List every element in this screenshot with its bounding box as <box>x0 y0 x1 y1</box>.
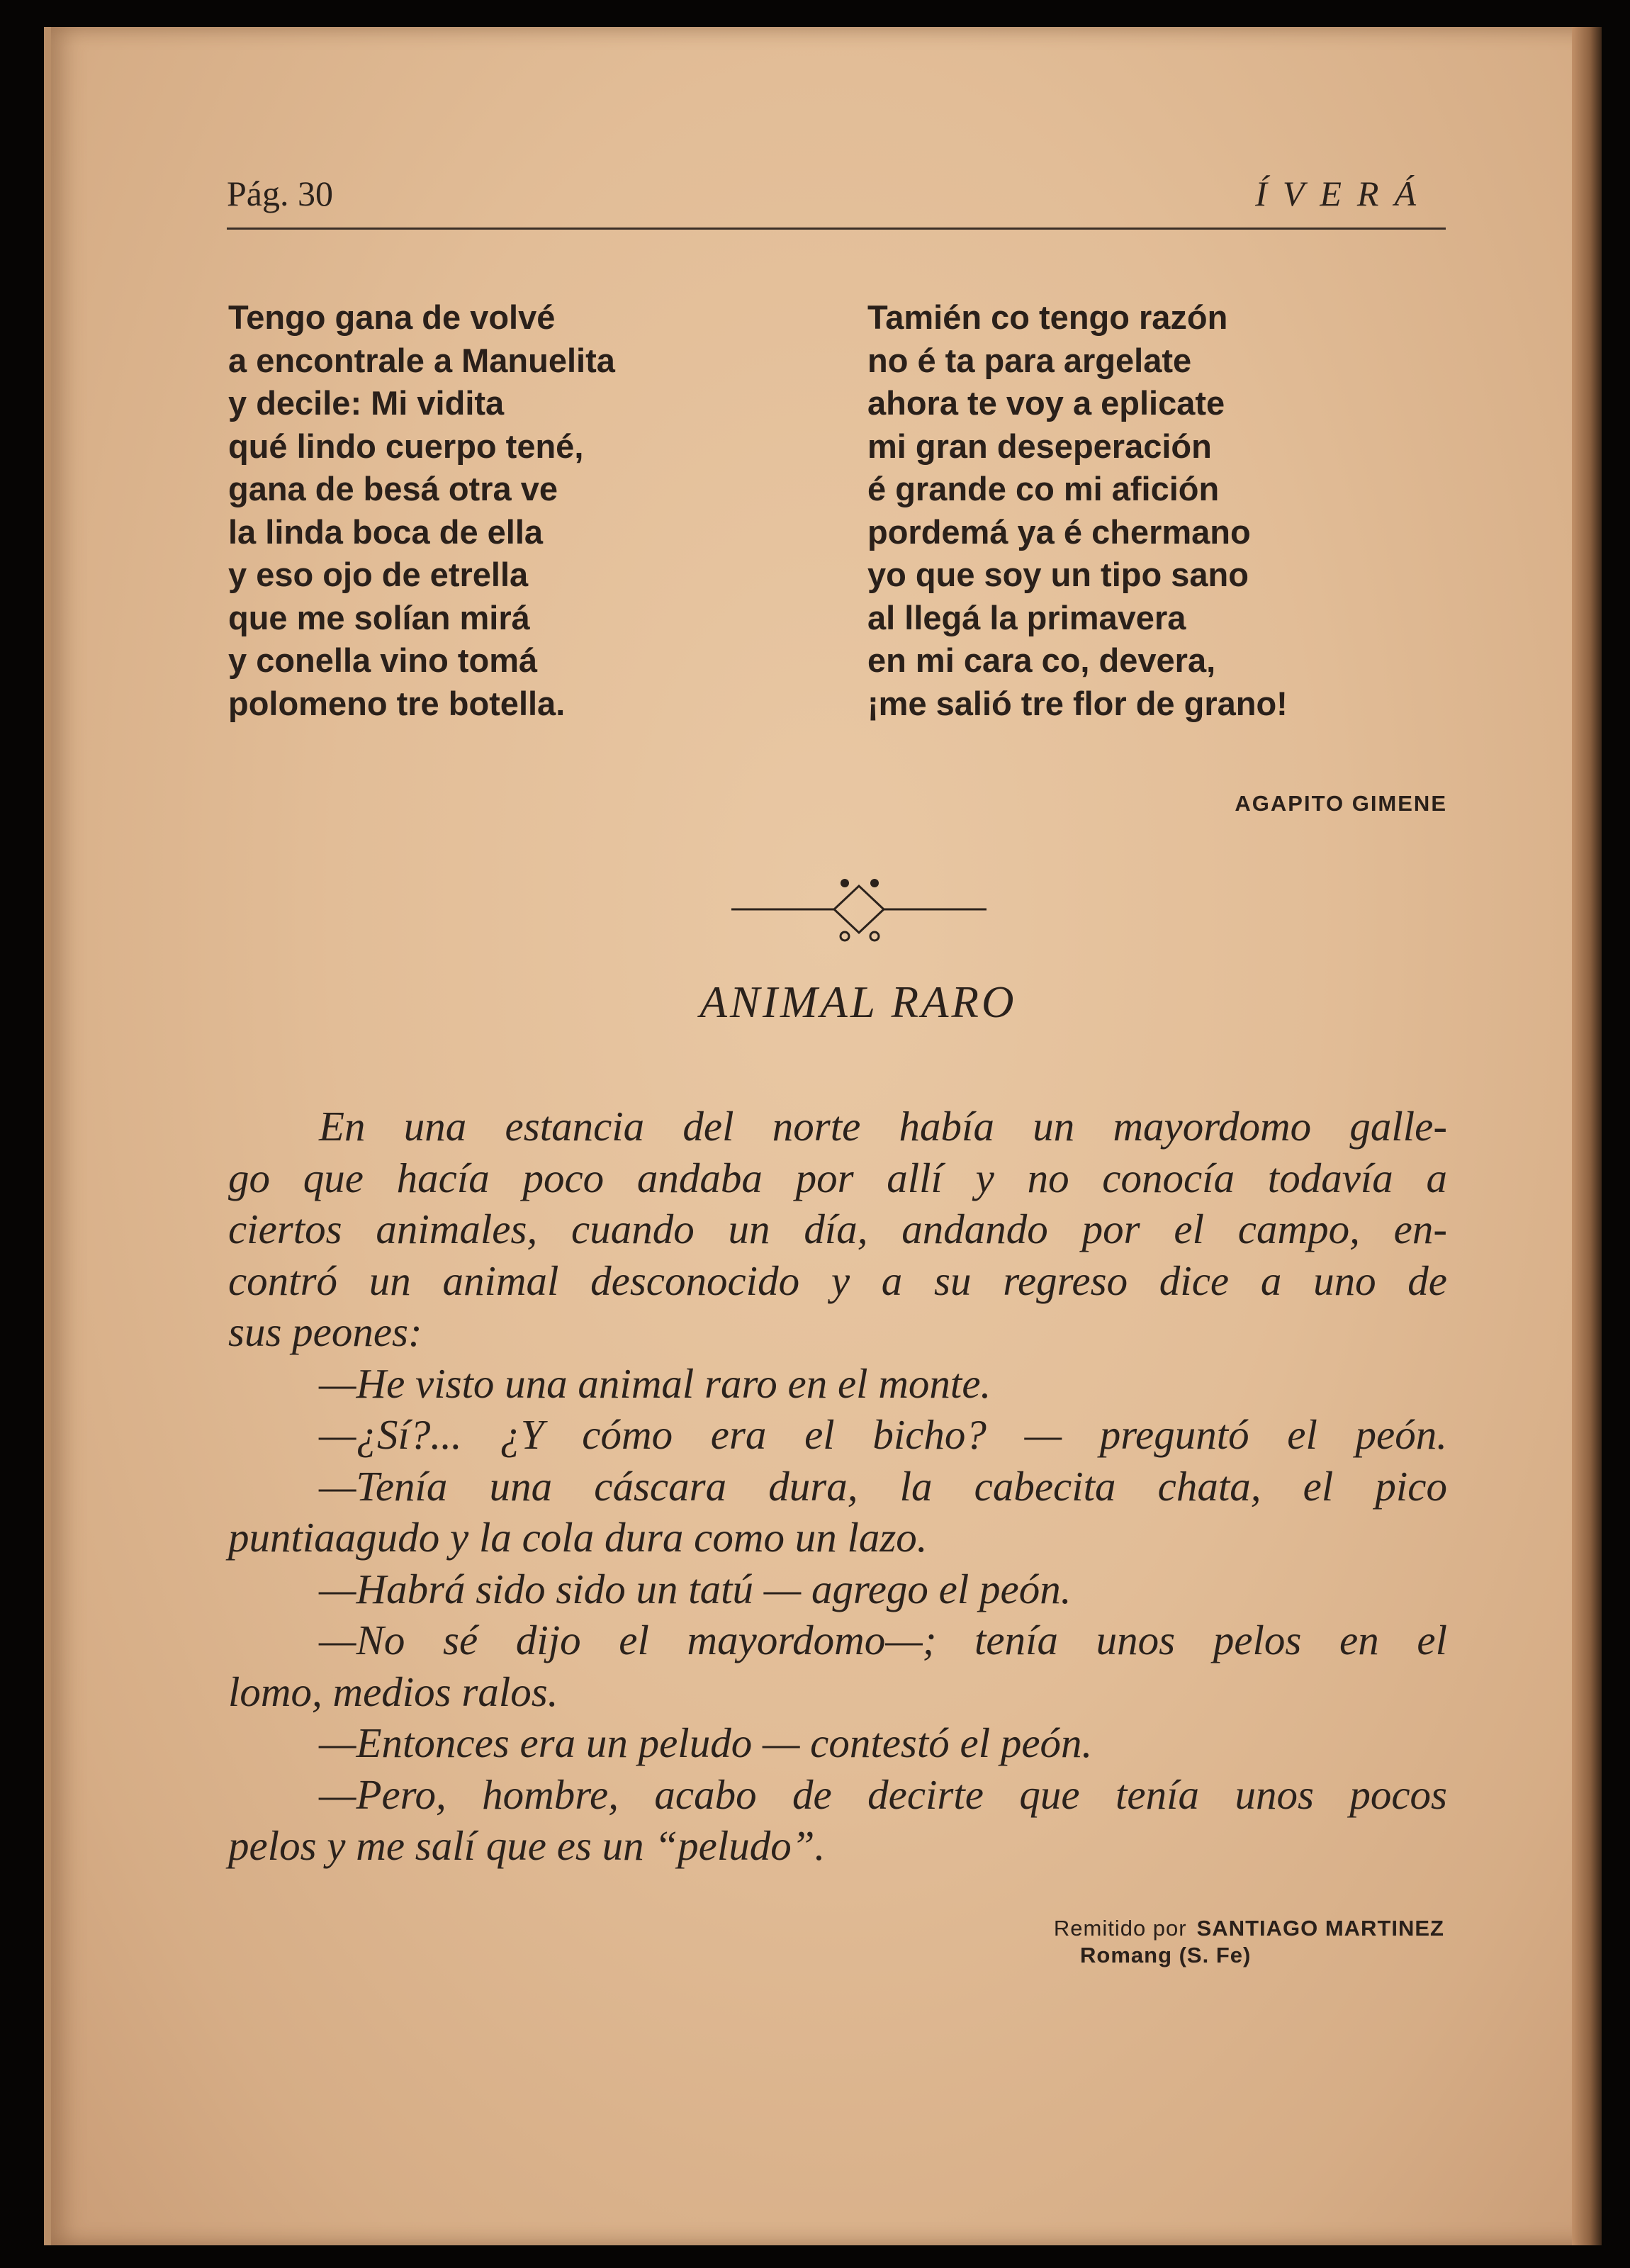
credit-prefix: Remitido por <box>1053 1916 1187 1941</box>
story-line: lomo, medios ralos. <box>228 1668 558 1715</box>
poem-line: ¡me salió tre flor de grano! <box>867 684 1288 722</box>
poem-line: ahora te voy a eplicate <box>867 384 1225 422</box>
story-line: —Tenía una cáscara dura, la cabecita chata, el pico <box>319 1462 1447 1510</box>
credit-name: SANTIAGO MARTINEZ <box>1196 1916 1444 1941</box>
header-rule <box>227 228 1446 230</box>
poem-line: gana de besá otra ve <box>228 470 558 507</box>
story-line: contró un animal desconocido y a su regreso dice a uno de <box>228 1257 1447 1304</box>
poem-left-stanza <box>228 296 615 725</box>
poem-line: y conella vino tomá <box>228 641 538 679</box>
credit-place: Romang (S. Fe) <box>1080 1943 1252 1967</box>
poem-line: que me solían mirá <box>228 598 530 636</box>
poem-line: mi gran deseperación <box>867 427 1212 465</box>
page-number: Pág. 30 <box>227 174 333 213</box>
story-line: sus peones: <box>228 1308 422 1355</box>
poem-line: Tengo gana de volvé <box>228 298 556 336</box>
poem-line: y decile: Mi vidita <box>228 384 505 422</box>
story-line: ciertos animales, cuando un día, andando por el campo, en- <box>228 1206 1447 1252</box>
story-line: puntiaagudo y la cola dura como un lazo. <box>228 1514 928 1561</box>
poem-line: en mi cara co, devera, <box>867 641 1216 679</box>
story-line: —Pero, hombre, acabo de decirte que tenía unos pocos <box>319 1770 1447 1818</box>
story-title: ANIMAL RARO <box>699 977 1017 1027</box>
story-line: —Entonces era un peludo — contestó el peón. <box>319 1719 1093 1766</box>
poem-line: yo que soy un tipo sano <box>867 556 1249 593</box>
story-line: pelos y me salí que es un “peludo”. <box>228 1822 826 1869</box>
magazine-page <box>44 27 1602 2245</box>
story-line: —Habrá sido sido un tatú — agrego el peón. <box>319 1565 1072 1612</box>
story-body <box>228 1101 1447 1872</box>
poem-line: no é ta para argelate <box>867 341 1192 379</box>
story-credit <box>1054 1914 1444 1943</box>
poem-right-stanza <box>867 296 1288 725</box>
poem-line: é grande co mi afición <box>867 470 1220 507</box>
poem-line: la linda boca de ella <box>228 512 544 551</box>
poem-line: qué lindo cuerpo tené, <box>228 427 584 465</box>
poem-line: al llegá la primavera <box>867 598 1186 636</box>
poem-line: a encontrale a Manuelita <box>228 341 615 379</box>
page-edge <box>1572 27 1602 2245</box>
poem-author: AGAPITO GIMENE <box>1235 791 1447 816</box>
poem-line: polomeno tre botella. <box>228 684 566 722</box>
poem-line: Tamién co tengo razón <box>867 298 1228 336</box>
poem-line: pordemá ya é chermano <box>867 512 1251 551</box>
story-line: En una estancia del norte había un mayordomo galle- <box>319 1103 1447 1150</box>
publication-title: ÍVERÁ <box>1255 174 1432 213</box>
story-line: —No sé dijo el mayordomo—; tenía unos pelos en el <box>319 1617 1447 1663</box>
ornament-divider-icon <box>717 869 1001 947</box>
poem-line: y eso ojo de etrella <box>228 556 529 593</box>
story-line: —He visto una animal raro en el monte. <box>319 1359 991 1407</box>
story-line: —¿Sí?... ¿Y cómo era el bicho? — preguntó el peón. <box>319 1411 1447 1458</box>
story-line: go que hacía poco andaba por allí y no conocía todavía a <box>228 1154 1447 1201</box>
